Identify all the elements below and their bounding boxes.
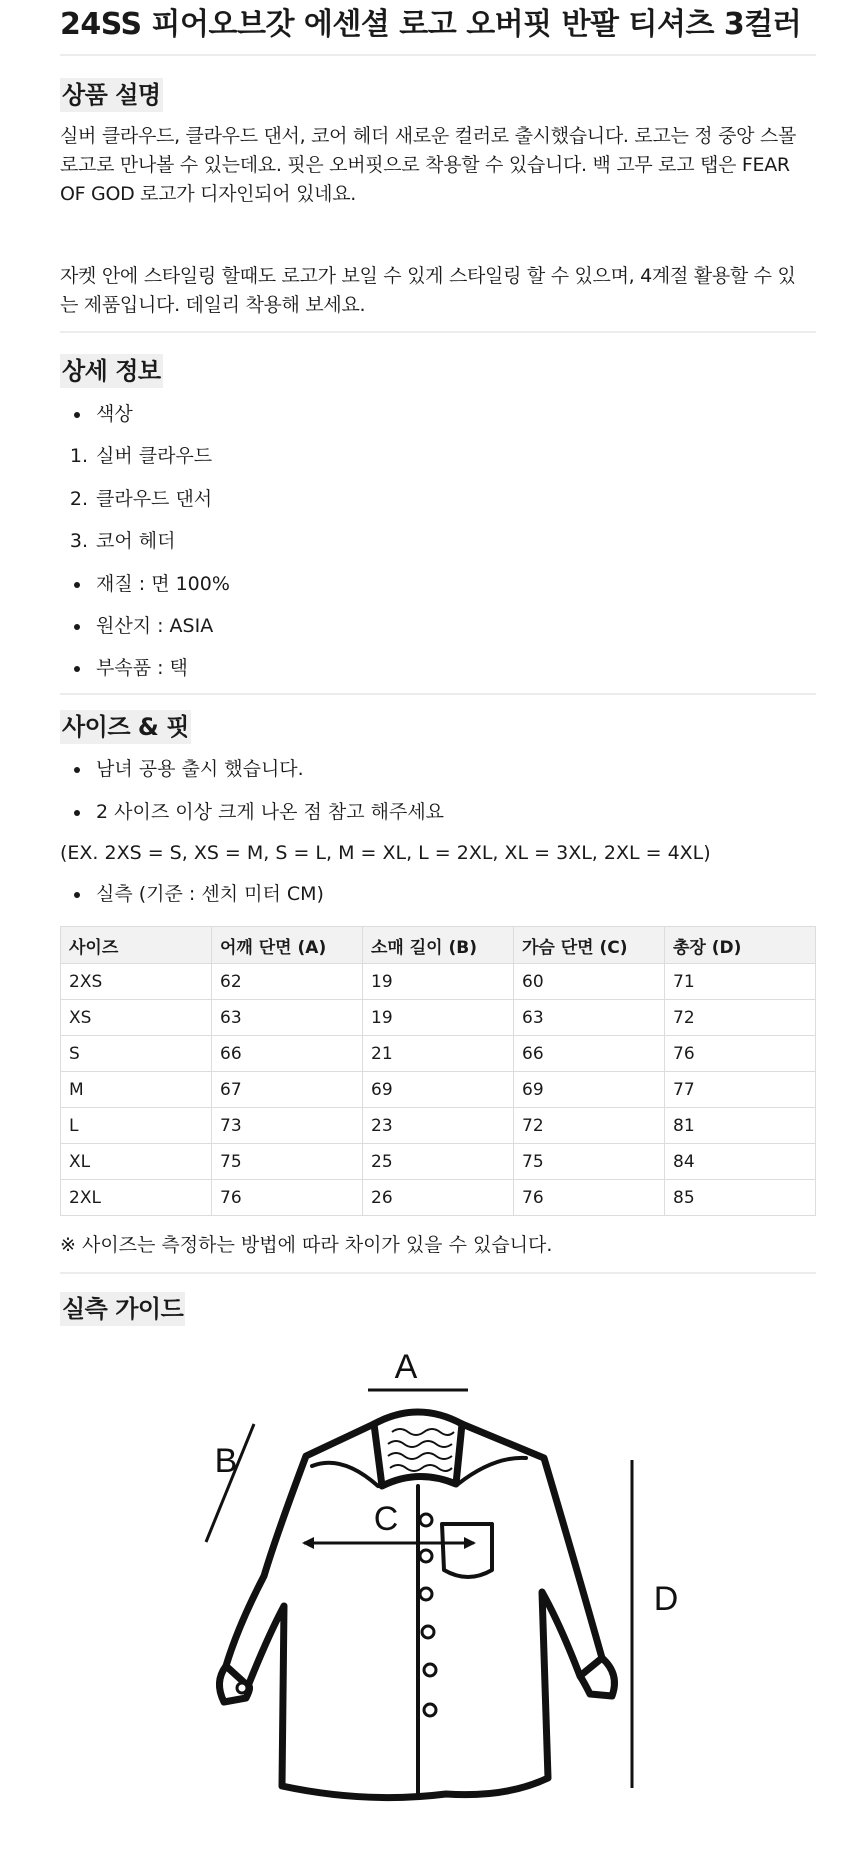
- table-cell: 72: [665, 1000, 816, 1036]
- column-header: 사이즈: [61, 927, 212, 964]
- description-line: 실버 클라우드, 클라우드 댄서, 코어 헤더 새로운 컬러로 출시했습니다. 로고는 정 중앙 스몰: [60, 125, 797, 147]
- bullet-icon: [74, 624, 80, 630]
- product-title: 24SS 피어오브갓 에센셜 로고 오버핏 반팔 티셔츠 3컬러: [60, 7, 802, 42]
- description-line: 는 제품입니다. 데일리 착용해 보세요.: [60, 294, 366, 316]
- table-cell: 2XS: [61, 964, 212, 1000]
- table-row: [61, 964, 816, 1000]
- table-cell: 84: [665, 1144, 816, 1180]
- table-cell: XS: [61, 1000, 212, 1036]
- description-line: 자켓 안에 스타일링 할때도 로고가 보일 수 있게 스타일링 할 수 있으며, 4계절 활용할 수 있: [60, 265, 796, 287]
- bullet-icon: [74, 810, 80, 816]
- table-cell: 77: [665, 1072, 816, 1108]
- column-header: 총장 (D): [665, 927, 816, 964]
- guide-heading: 실측 가이드: [60, 1292, 185, 1326]
- label-d: D: [653, 1580, 679, 1618]
- accessory-info: 부속품 : 택: [96, 657, 188, 679]
- table-cell: 81: [665, 1108, 816, 1144]
- column-header: 소매 길이 (B): [363, 927, 514, 964]
- description-paragraph-1: [60, 122, 816, 209]
- details-heading: 상세 정보: [60, 354, 163, 388]
- table-cell: 23: [363, 1108, 514, 1144]
- table-cell: M: [61, 1072, 212, 1108]
- table-cell: 2XL: [61, 1180, 212, 1216]
- column-header: 어깨 단면 (A): [212, 927, 363, 964]
- table-cell: 19: [363, 1000, 514, 1036]
- bullet-icon: [74, 892, 80, 898]
- bullet-icon: [74, 767, 80, 773]
- material-info: 재질 : 면 100%: [96, 573, 230, 595]
- table-cell: 76: [212, 1180, 363, 1216]
- table-row: [61, 1036, 816, 1072]
- table-cell: 63: [514, 1000, 665, 1036]
- table-cell: 69: [514, 1072, 665, 1108]
- label-a: A: [394, 1348, 418, 1386]
- table-row: [61, 1072, 816, 1108]
- table-cell: 25: [363, 1144, 514, 1180]
- origin-info: 원산지 : ASIA: [96, 615, 214, 637]
- color-option: 실버 클라우드: [96, 445, 213, 467]
- table-cell: 63: [212, 1000, 363, 1036]
- table-cell: 72: [514, 1108, 665, 1144]
- table-cell: 76: [665, 1036, 816, 1072]
- size-table: [60, 926, 816, 1216]
- table-cell: 75: [212, 1144, 363, 1180]
- table-cell: 66: [212, 1036, 363, 1072]
- table-cell: 21: [363, 1036, 514, 1072]
- divider: [60, 693, 816, 695]
- divider: [60, 54, 816, 56]
- column-header: 가슴 단면 (C): [514, 927, 665, 964]
- bullet-icon: [74, 666, 80, 672]
- table-cell: 60: [514, 964, 665, 1000]
- table-cell: S: [61, 1036, 212, 1072]
- bullet-icon: [74, 412, 80, 418]
- description-line: OF GOD 로고가 디자인되어 있네요.: [60, 183, 356, 205]
- table-cell: 73: [212, 1108, 363, 1144]
- color-label: 색상: [96, 403, 133, 425]
- table-cell: 85: [665, 1180, 816, 1216]
- table-cell: 62: [212, 964, 363, 1000]
- table-cell: 75: [514, 1144, 665, 1180]
- unisex-note: 남녀 공용 출시 했습니다.: [96, 758, 304, 780]
- divider: [60, 331, 816, 333]
- table-cell: 66: [514, 1036, 665, 1072]
- table-cell: 76: [514, 1180, 665, 1216]
- label-c: C: [373, 1500, 399, 1538]
- table-cell: 19: [363, 964, 514, 1000]
- table-row: [61, 1108, 816, 1144]
- measure-note: 실측 (기준 : 센치 미터 CM): [96, 883, 324, 905]
- table-cell: 26: [363, 1180, 514, 1216]
- table-cell: L: [61, 1108, 212, 1144]
- size-note: 2 사이즈 이상 크게 나온 점 참고 해주세요: [96, 801, 445, 823]
- table-cell: XL: [61, 1144, 212, 1180]
- divider: [60, 1272, 816, 1274]
- description-paragraph-2: [60, 262, 816, 320]
- table-row: [61, 1180, 816, 1216]
- measurement-guide-illustration: [156, 1346, 756, 1816]
- description-heading: 상품 설명: [60, 78, 163, 112]
- label-b: B: [214, 1442, 238, 1480]
- table-cell: 69: [363, 1072, 514, 1108]
- table-cell: 67: [212, 1072, 363, 1108]
- table-row: [61, 1144, 816, 1180]
- size-disclaimer: ※ 사이즈는 측정하는 방법에 따라 차이가 있을 수 있습니다.: [60, 1234, 553, 1256]
- size-fit-heading: 사이즈 & 핏: [60, 710, 191, 744]
- description-line: 로고로 만나볼 수 있는데요. 핏은 오버핏으로 착용할 수 있습니다. 백 고무 로고 탭은 FEAR: [60, 154, 790, 176]
- table-row: [61, 1000, 816, 1036]
- table-cell: 71: [665, 964, 816, 1000]
- bullet-icon: [74, 582, 80, 588]
- table-header-row: [61, 927, 816, 964]
- color-option: 코어 헤더: [96, 530, 176, 552]
- color-option: 클라우드 댄서: [96, 488, 213, 510]
- size-example: (EX. 2XS = S, XS = M, S = L, M = XL, L = 2XL, XL = 3XL, 2XL = 4XL): [60, 842, 711, 864]
